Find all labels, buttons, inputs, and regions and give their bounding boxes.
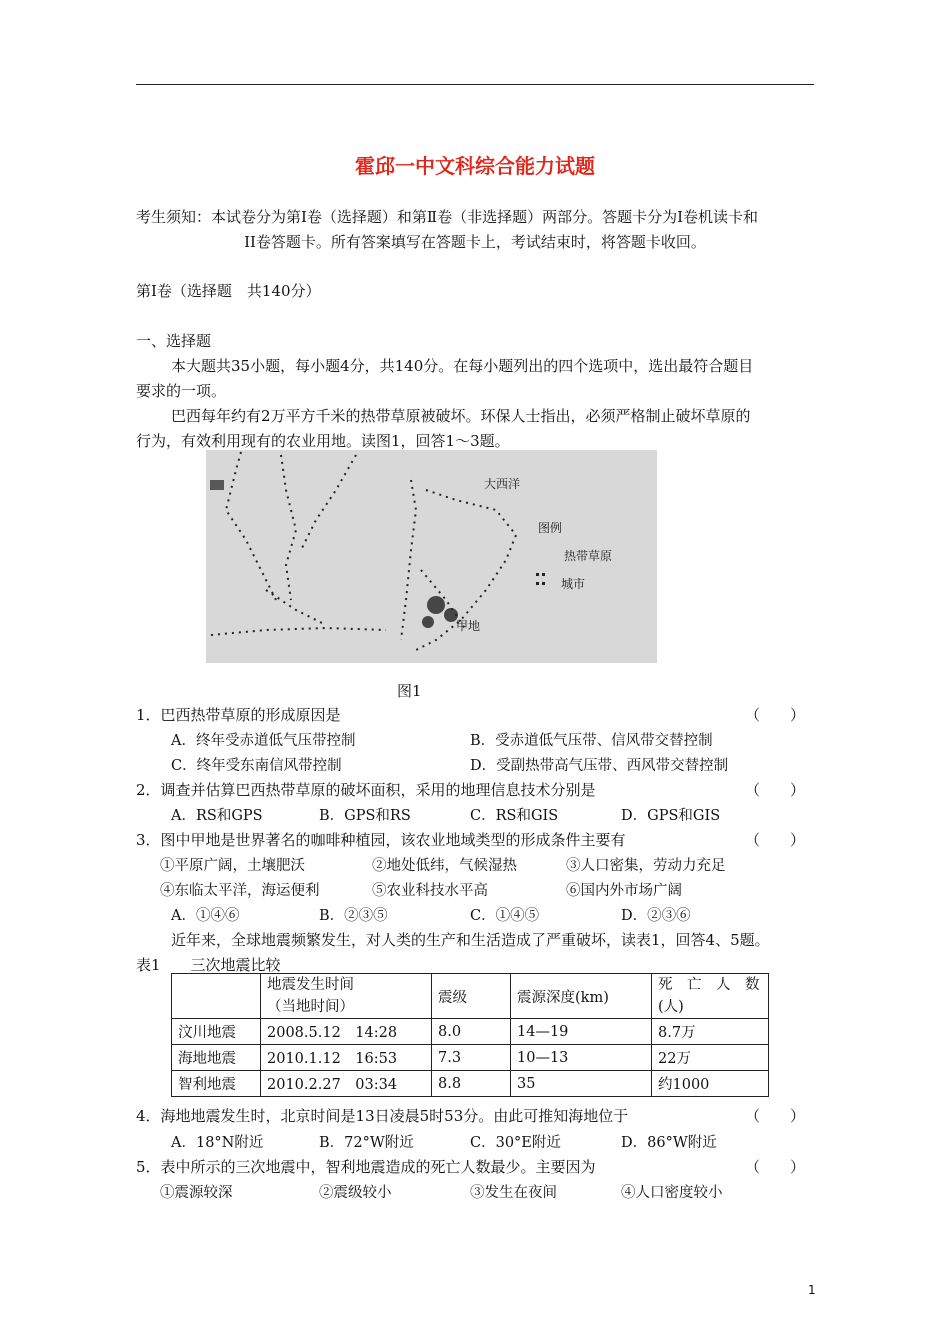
q4-option-a: A．18°N附近 <box>171 1135 264 1151</box>
cell-magnitude: 8.8 <box>432 1071 511 1097</box>
map-drawing <box>206 450 657 663</box>
q2-option-b: B．GPS和RS <box>319 808 411 824</box>
cell-depth: 35 <box>511 1071 652 1097</box>
q2-answer-paren: （ ） <box>745 781 806 799</box>
cell-depth: 14—19 <box>511 1019 652 1045</box>
header-depth: 震源深度(km) <box>511 974 652 1019</box>
q2-option-a: A．RS和GPS <box>171 808 263 824</box>
q3-condition-3: ③人口密集，劳动力充足 <box>566 858 726 874</box>
q1-option-b: B．受赤道低气压带、信风带交替控制 <box>470 733 713 749</box>
page-title: 霍邱一中文科综合能力试题 <box>355 154 595 178</box>
header-empty <box>172 974 261 1019</box>
cell-deaths: 8.7万 <box>652 1019 769 1045</box>
label-legend-title: 图例 <box>538 521 563 535</box>
q4-stem: 4．海地地震发生时，北京时间是13日凌晨5时53分。由此可推知海地位于 <box>136 1107 629 1125</box>
q4-option-b: B．72°W附近 <box>319 1135 414 1151</box>
q3-answer-paren: （ ） <box>745 831 806 849</box>
cell-magnitude: 8.0 <box>432 1019 511 1045</box>
figure-1-caption: 图1 <box>397 682 422 700</box>
passage-1-line-1: 巴西每年约有2万平方千米的热带草原被破坏。环保人士指出，必须严格制止破坏草原的 <box>171 407 751 425</box>
intro-line-1: 本大题共35小题，每小题4分，共140分。在每小题列出的四个选项中，选出最符合题目 <box>171 357 754 375</box>
q3-condition-1: ①平原广阔，土壤肥沃 <box>160 858 305 874</box>
q3-option-d: D．②③⑥ <box>621 908 691 924</box>
q3-option-a: A．①④⑥ <box>171 908 240 924</box>
q3-condition-4: ④东临太平洋，海运便利 <box>160 883 320 899</box>
q2-stem: 2．调查并估算巴西热带草原的破坏面积，采用的地理信息技术分别是 <box>136 781 596 799</box>
earthquake-table <box>171 973 769 1097</box>
q3-condition-6: ⑥国内外市场广阔 <box>566 883 682 899</box>
cell-time: 2008.5.12 14:28 <box>261 1019 432 1045</box>
figure-1-map <box>206 450 657 663</box>
section-title: 第Ⅰ卷（选择题 共140分） <box>136 282 321 300</box>
cell-time: 2010.2.27 03:34 <box>261 1071 432 1097</box>
cell-name: 海地地震 <box>172 1045 261 1071</box>
q3-condition-2: ②地处低纬，气候湿热 <box>372 858 517 874</box>
q5-option-4: ④人口密度较小 <box>621 1185 723 1201</box>
page-number: 1 <box>808 1283 816 1297</box>
notice-line-2: II卷答题卡。所有答案填写在答题卡上，考试结束时，将答题卡收回。 <box>244 233 706 251</box>
q1-stem: 1．巴西热带草原的形成原因是 <box>136 706 341 724</box>
cell-deaths: 22万 <box>652 1045 769 1071</box>
q2-option-c: C．RS和GIS <box>470 808 559 824</box>
cell-time: 2010.1.12 16:53 <box>261 1045 432 1071</box>
q3-condition-5: ⑤农业科技水平高 <box>372 883 488 899</box>
q5-option-1: ①震源较深 <box>160 1185 233 1201</box>
q1-option-a: A．终年受赤道低气压带控制 <box>171 733 356 749</box>
intro-line-2: 要求的一项。 <box>136 382 227 400</box>
q4-answer-paren: （ ） <box>745 1107 806 1125</box>
table-row <box>172 1045 769 1071</box>
notice-line-1: 考生须知：本试卷分为第Ⅰ卷（选择题）和第Ⅱ卷（非选择题）两部分。答题卡分为Ⅰ卷机读卡和 <box>136 208 759 226</box>
header-time: 地震发生时间 （当地时间） <box>261 974 432 1019</box>
cell-name: 智利地震 <box>172 1071 261 1097</box>
table-row <box>172 1071 769 1097</box>
passage-1-line-2: 行为，有效利用现有的农业用地。读图1，回答1～3题。 <box>136 432 510 450</box>
cell-deaths: 约1000 <box>652 1071 769 1097</box>
header-magnitude: 震级 <box>432 974 511 1019</box>
cell-name: 汶川地震 <box>172 1019 261 1045</box>
part-title: 一、选择题 <box>136 332 212 350</box>
q5-option-2: ②震级较小 <box>319 1185 392 1201</box>
header-rule <box>136 84 814 85</box>
q3-option-c: C．①④⑤ <box>470 908 540 924</box>
q3-stem: 3．图中甲地是世界著名的咖啡种植园，该农业地域类型的形成条件主要有 <box>136 831 626 849</box>
q3-option-b: B．②③⑤ <box>319 908 388 924</box>
q2-option-d: D．GPS和GIS <box>621 808 721 824</box>
cell-magnitude: 7.3 <box>432 1045 511 1071</box>
passage-2: 近年来，全球地震频繁发生，对人类的生产和生活造成了严重破坏，读表1，回答4、5题。 <box>171 931 770 949</box>
label-region: 甲地 <box>456 619 481 633</box>
q1-option-c: C．终年受东南信风带控制 <box>171 758 342 774</box>
table-header-row <box>172 974 769 1019</box>
label-ocean: 大西洋 <box>484 477 521 491</box>
cell-depth: 10—13 <box>511 1045 652 1071</box>
label-legend-steppe: 热带草原 <box>564 549 613 563</box>
label-legend-city: 城市 <box>561 577 586 591</box>
q4-option-c: C．30°E附近 <box>470 1135 561 1151</box>
table-caption: 表1 三次地震比较 <box>136 956 281 974</box>
q1-option-d: D．受副热带高气压带、西风带交替控制 <box>470 758 729 774</box>
table-row <box>172 1019 769 1045</box>
q5-option-3: ③发生在夜间 <box>470 1185 557 1201</box>
q4-option-d: D．86°W附近 <box>621 1135 717 1151</box>
q1-answer-paren: （ ） <box>745 706 806 724</box>
q5-stem: 5．表中所示的三次地震中，智利地震造成的死亡人数最少。主要因为 <box>136 1158 596 1176</box>
header-deaths: 死 亡 人 数 (人) <box>652 974 769 1019</box>
q5-answer-paren: （ ） <box>745 1158 806 1176</box>
